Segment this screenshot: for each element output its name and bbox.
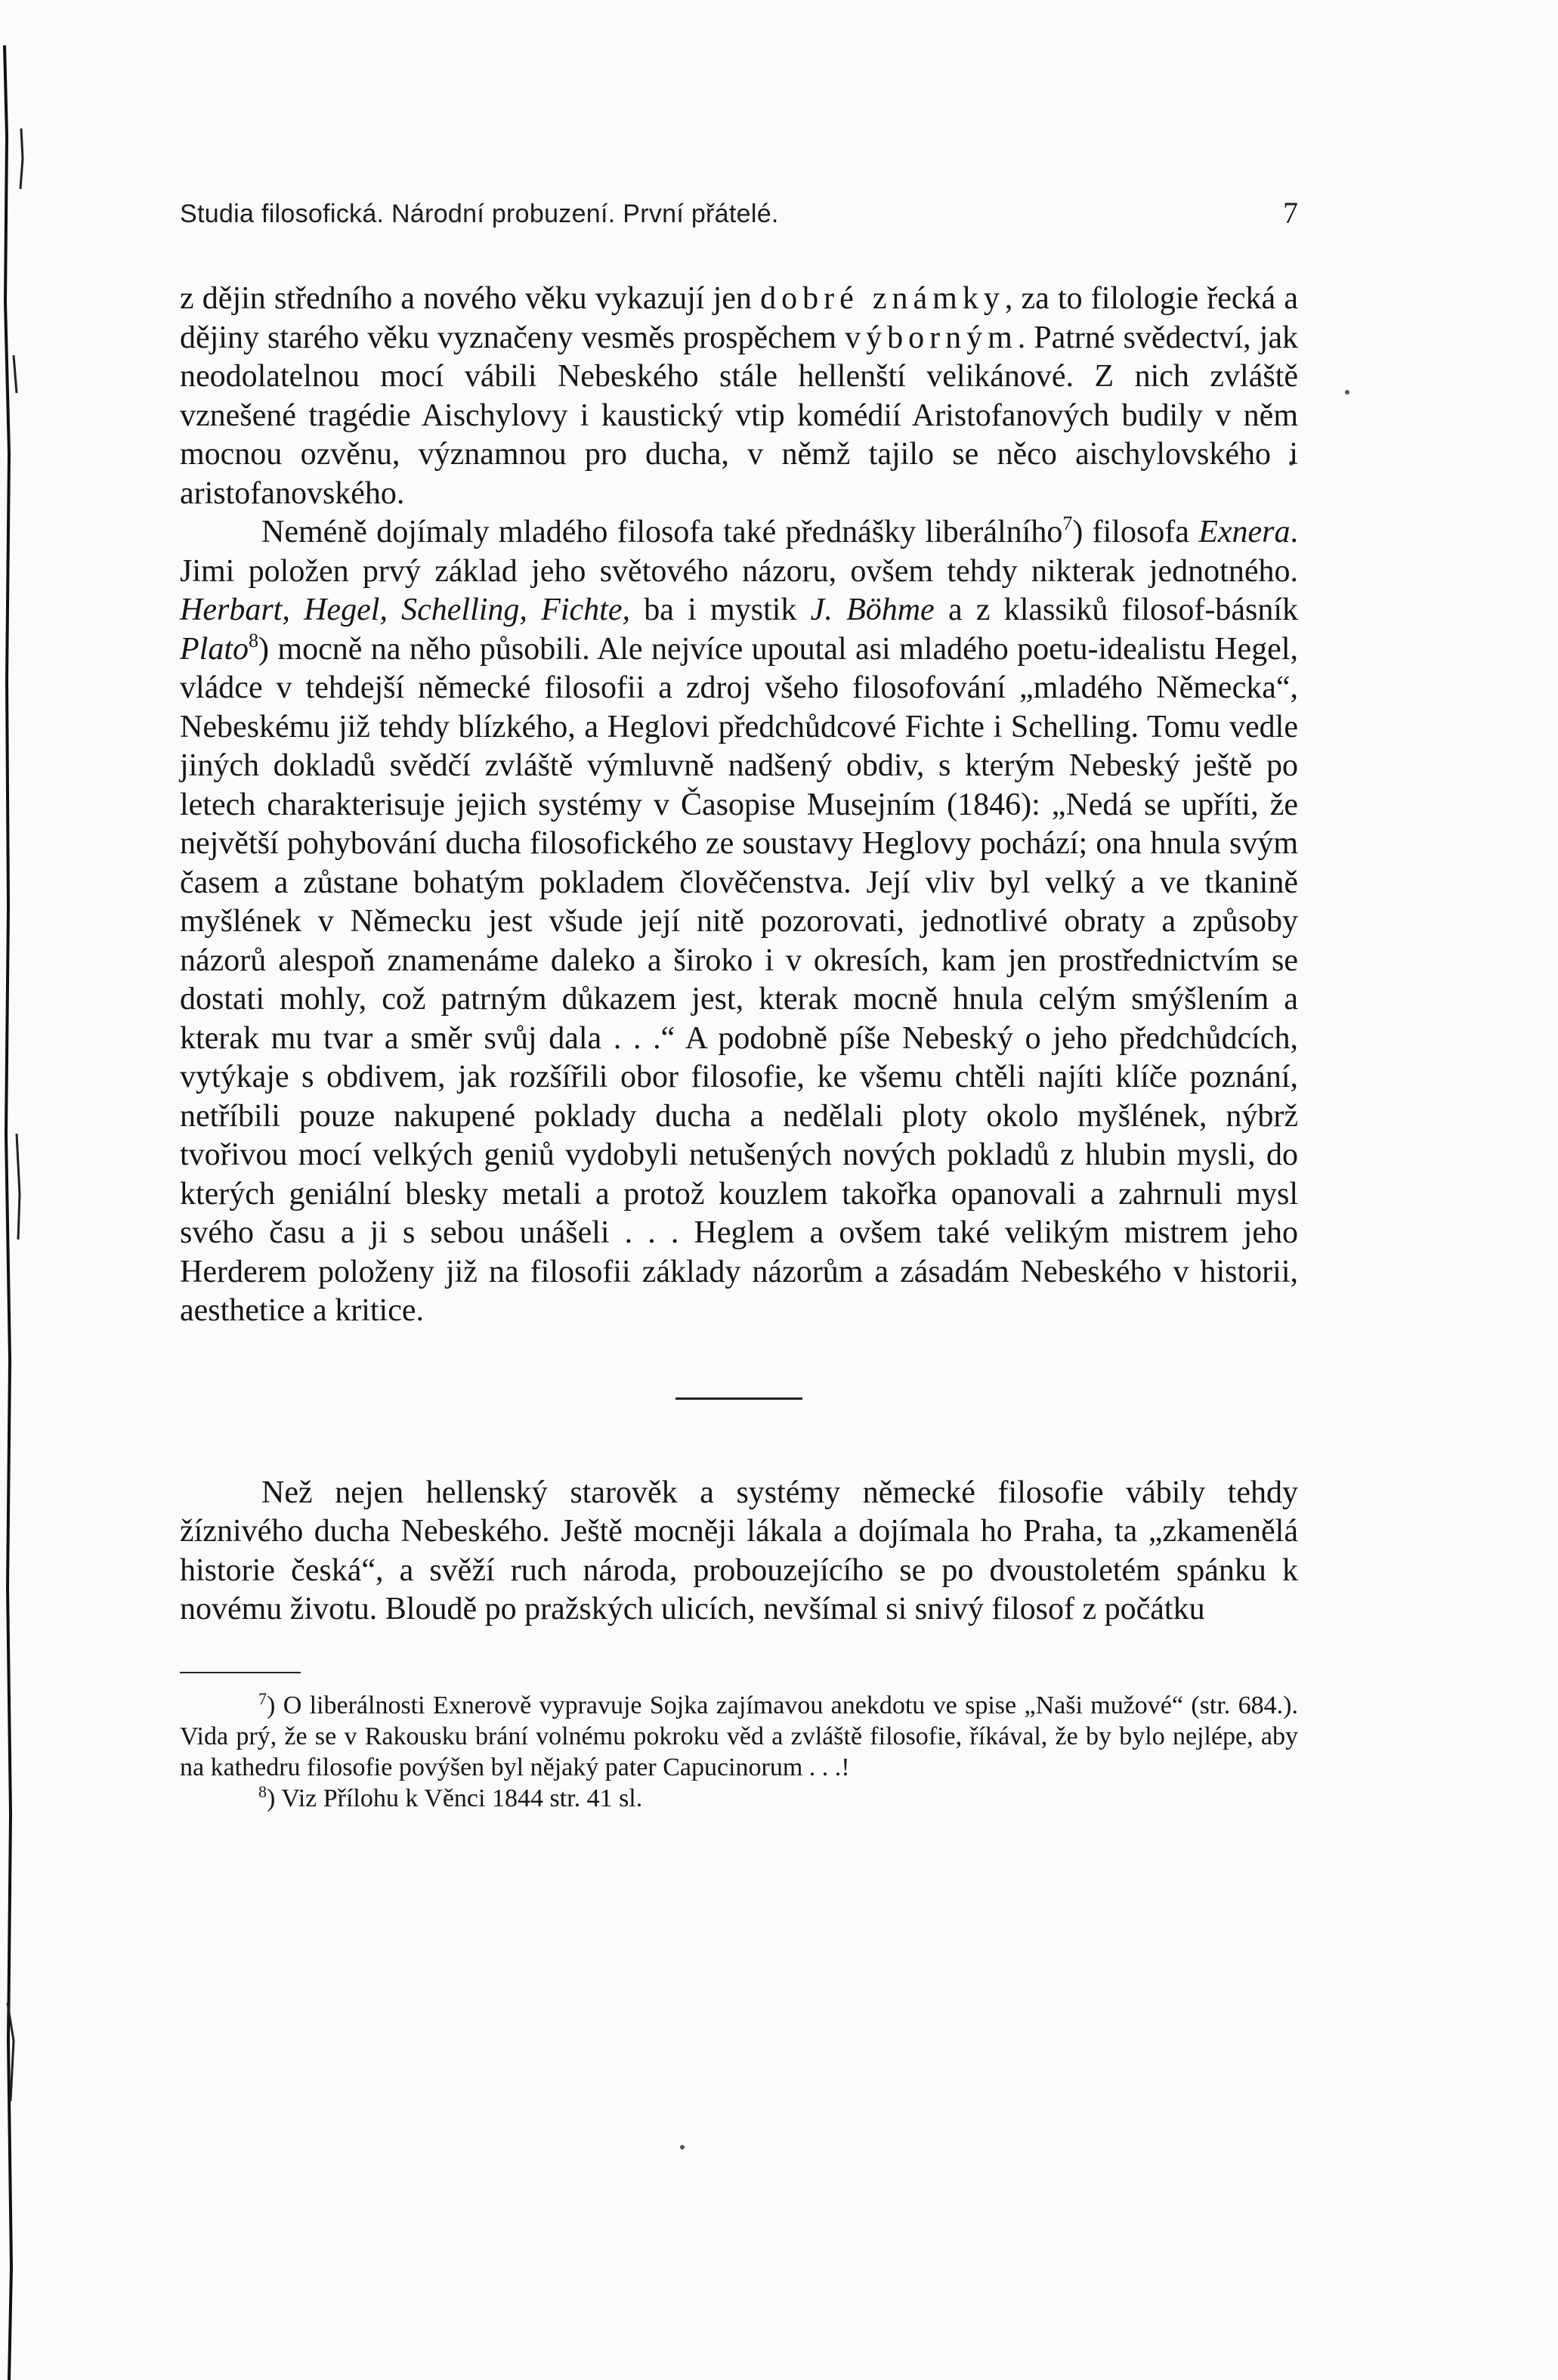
page-number: 7	[1283, 196, 1298, 230]
name-bohme: J. Böhme	[810, 593, 935, 627]
paragraph-1: z dějin středního a nového věku vykazují jen dobré známky, za to filologie řecká a dějiny starého věku vyznačeny vesměs prospěchem výborným. Patrné svědectví, jak neodolatelnou mocí vábili Nebeského stále hellenští velikánové. Z nich zvláště vznešené tragédie Aischylovy i kaustický vtip komédií Aristofanových budily v něm mocnou ozvěnu, významnou pro ducha, v němž tajilo se něco aischylovského i aristofanovského.	[180, 281, 1298, 511]
section-separator	[675, 1397, 802, 1400]
footnote-7: $^7$) O liberálnosti Exnerově vypravuje Sojka zajímavou anekdotu ve spise „Naši mužové“ (str. 684.). Vida prý, že se v Rakousku brání volnému pokroku věd a zvláště filosofie, říkával, že by bylo nejlépe, aby na kathedru filosofie povýšen byl nějaký pater Capucinorum . . .!	[180, 1688, 1298, 1781]
scan-speck	[1345, 390, 1349, 395]
footnote-ref-8[interactable]: 8	[249, 629, 258, 651]
spaced-emphasis: výborným	[845, 320, 1018, 355]
footnote-ref-7[interactable]: 7	[1062, 512, 1073, 534]
name-exner: Exnera	[1198, 515, 1291, 549]
scan-speck	[680, 2145, 685, 2149]
footnote-rule	[180, 1672, 301, 1673]
footnote-mark: 7	[258, 1688, 267, 1708]
page	[180, 189, 1298, 1814]
name-plato: Plato	[180, 631, 249, 667]
paragraph-3: Než nejen hellenský starověk a systémy německé filosofie vábily tehdy žíznivého ducha Nebeského. Ještě mocněji lákala a dojímala ho Praha, ta „zkamenělá historie česká“, a svěží ruch národa, probouzejícího se po dvoustoletém spánku k novému životu. Bloudě po pražských ulicích, nevšímal si snivý filosof z počátku	[180, 1475, 1298, 1626]
footnotes	[180, 1690, 1298, 1814]
running-head-title: Studia filosofická. Národní probuzení. První přátelé.	[180, 200, 779, 228]
footnote-8: $^8$) Viz Přílohu k Věnci 1844 str. 41 sl.	[258, 1781, 643, 1812]
main-text	[180, 280, 1298, 1629]
names-philosophers: Herbart, Hegel, Schelling, Fichte,	[180, 593, 630, 627]
spaced-emphasis: dobré známky	[760, 281, 1005, 316]
paragraph-2: Neméně dojímaly mladého filosofa také přednášky liberálního$^7$) filosofa Exnera. Jimi položen prvý základ jeho světového názoru, ovšem tehdy nikterak jednotného. Herbart, Hegel, Schelling, Fichte, ba i mystik J. Böhme a z klassiků filosof-básník Plato$^8$) mocně na něho působili. Ale nejvíce upoutal asi mladého poetu-idealistu Hegel, vládce v tehdejší německé filosofii a zdroj všeho filosofování „mladého Německa“, Nebeskému již tehdy blízkého, a Heglovi předchůdcové Fichte i Schelling. Tomu vedle jiných dokladů svědčí zvláště výmluvně nadšený obdiv, s kterým Nebeský ještě po letech charakterisuje jejich systémy v Časopise Musejním (1846): „Nedá se upříti, že největší pohybování ducha filosofického ze soustavy Heglovy pochází; ona hnula svým časem a zůstane bohatým pokladem člověčenstva. Její vliv byl velký a ve tkanině myšlének v Německu jest všude její nitě pozorovati, jednotlivé obraty a způsoby názorů alespoň znamenáme daleko a široko i v okresích, kam jen prostřednictvím se dostati mohly, což patrným důkazem jest, kterak mocně hnula celým smýšlením a kterak mu tvar a směr svůj dala . . .“ A podobně píše Nebeský o jeho předchůdcích, vytýkaje s obdivem, jak rozšířili obor filosofie, ke všemu chtěli najíti klíče poznání, netříbili pouze nakupené poklady ducha a nedělali ploty okolo myšlének, nýbrž tvořivou mocí velkých geniů vydobyli netušených nových pokladů z hlubin mysli, do kterých geniální blesky metali a protož kouzlem takořka opanovali a zahrnuli mysl svého času a ji s sebou unášeli . . . Heglem a ovšem také velikým mistrem jeho Herderem položeny již na filosofii základy názorům a zásadám Nebeského v historii, aesthetice a kritice.	[180, 512, 1298, 1328]
running-head	[180, 189, 1298, 249]
scan-binding-edge	[0, 0, 39, 2380]
footnote-mark: 8	[258, 1781, 267, 1801]
